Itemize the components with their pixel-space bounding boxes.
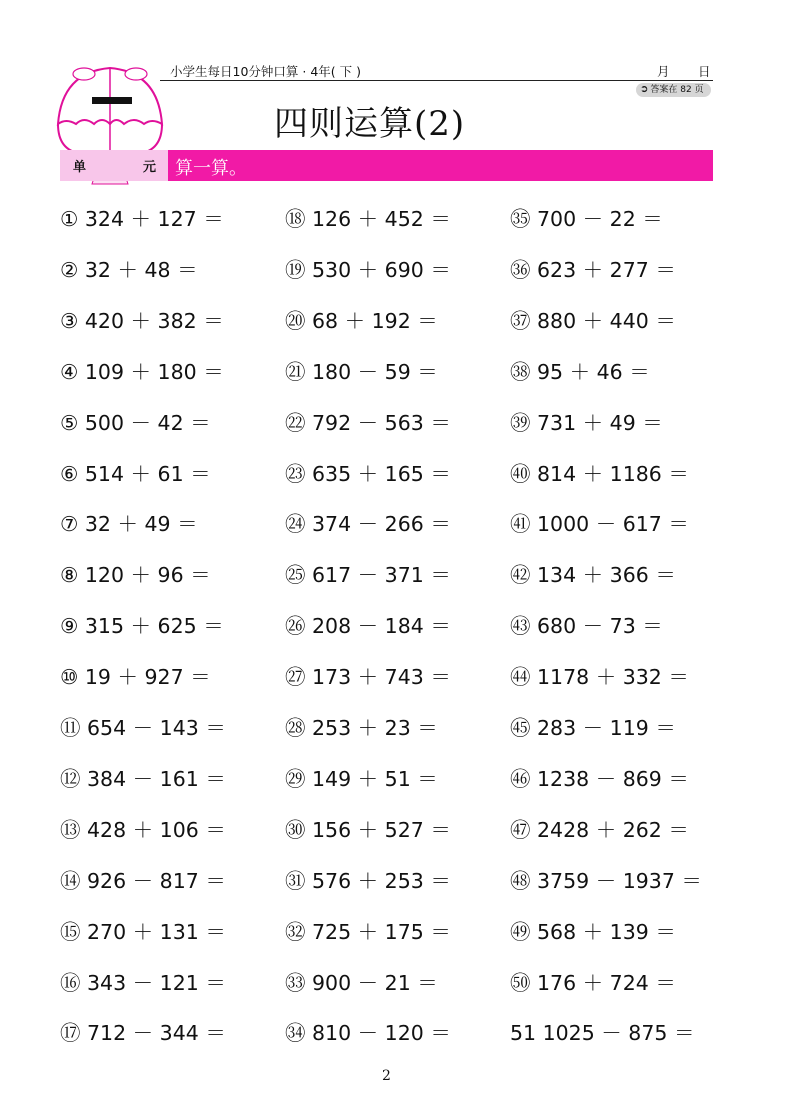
problem-item: ⑲ 530 ＋ 690 ＝ xyxy=(285,257,451,282)
problem-item: ㊽ 3759 － 1937 ＝ xyxy=(510,868,702,893)
problem-item: ㉜ 725 ＋ 175 ＝ xyxy=(285,919,451,944)
unit-label-right: 元 xyxy=(143,160,157,175)
problem-item: ① 324 ＋ 127 ＝ xyxy=(60,207,224,231)
problem-item: ② 32 ＋ 48 ＝ xyxy=(60,257,198,282)
problem-item: ㉛ 576 ＋ 253 ＝ xyxy=(285,868,451,893)
problem-item: ㉚ 156 ＋ 527 ＝ xyxy=(285,817,451,842)
problem-item: ㊲ 880 ＋ 440 ＝ xyxy=(510,308,676,333)
book-title: 小学生每日10分钟口算 · 4年( 下 ) xyxy=(170,64,361,79)
problem-item: ㉓ 635 ＋ 165 ＝ xyxy=(285,461,451,486)
problem-item: ⑫ 384 － 161 ＝ xyxy=(60,766,226,791)
problem-item: ⑪ 654 － 143 ＝ xyxy=(60,716,226,740)
problem-item: ㊺ 283 － 119 ＝ xyxy=(510,716,676,740)
problem-item: ⑰ 712 － 344 ＝ xyxy=(60,1021,226,1046)
problem-item: ⑮ 270 ＋ 131 ＝ xyxy=(60,919,226,944)
problem-item: ㉗ 173 ＋ 743 ＝ xyxy=(285,665,451,690)
problem-item: ㊻ 1238 － 869 ＝ xyxy=(510,766,689,791)
problem-item: ㊼ 2428 ＋ 262 ＝ xyxy=(510,817,689,842)
problem-item: ㉟ 700 － 22 ＝ xyxy=(510,207,663,231)
problem-item: ⑦ 32 ＋ 49 ＝ xyxy=(60,512,198,537)
month-label: 月 xyxy=(657,64,670,79)
instruction-bar xyxy=(168,150,713,181)
answer-reference-text: 答案在 82 页 xyxy=(650,85,704,95)
problem-item: ㊸ 680 － 73 ＝ xyxy=(510,614,663,639)
problem-item: ㊶ 1000 － 617 ＝ xyxy=(510,512,689,537)
problem-item: ㉒ 792 － 563 ＝ xyxy=(285,410,451,435)
problem-item: ⑳ 68 ＋ 192 ＝ xyxy=(285,308,438,333)
problem-item: ㊴ 731 ＋ 49 ＝ xyxy=(510,410,663,435)
problem-item: ⑯ 343 － 121 ＝ xyxy=(60,970,226,995)
problem-item: ③ 420 ＋ 382 ＝ xyxy=(60,308,224,333)
problem-item: 51 1025 － 875 ＝ xyxy=(510,1021,695,1046)
problem-item: ⑭ 926 － 817 ＝ xyxy=(60,868,226,893)
problem-item: ⑱ 126 ＋ 452 ＝ xyxy=(285,207,451,231)
problem-item: ㉞ 810 － 120 ＝ xyxy=(285,1021,451,1046)
unit-label-left: 单 xyxy=(73,160,87,175)
problem-item: ㉙ 149 ＋ 51 ＝ xyxy=(285,766,438,791)
problem-item: ㊱ 623 ＋ 277 ＝ xyxy=(510,257,676,282)
problem-item: ⑬ 428 ＋ 106 ＝ xyxy=(60,817,226,842)
problem-item: ㉘ 253 ＋ 23 ＝ xyxy=(285,716,438,740)
page-number: 2 xyxy=(382,1068,391,1084)
problem-item: ㉔ 374 － 266 ＝ xyxy=(285,512,451,537)
page-title: 四则运算(2) xyxy=(274,104,466,144)
problem-item: ㉖ 208 － 184 ＝ xyxy=(285,614,451,639)
problem-item: ㊹ 1178 ＋ 332 ＝ xyxy=(510,665,689,690)
problem-item: ㊵ 814 ＋ 1186 ＝ xyxy=(510,461,689,486)
day-label: 日 xyxy=(698,64,711,79)
header-divider xyxy=(160,80,713,81)
problem-item: ⑤ 500 － 42 ＝ xyxy=(60,410,211,435)
problem-item: ⑨ 315 ＋ 625 ＝ xyxy=(60,614,224,639)
problem-item: ㊾ 568 ＋ 139 ＝ xyxy=(510,919,676,944)
instruction-text: 算一算。 xyxy=(175,158,247,179)
problem-item: ④ 109 ＋ 180 ＝ xyxy=(60,359,224,384)
problem-item: ㊳ 95 ＋ 46 ＝ xyxy=(510,359,650,384)
answer-reference-badge xyxy=(636,83,711,97)
problem-item: ㊿ 176 ＋ 724 ＝ xyxy=(510,970,676,995)
problem-item: ㉝ 900 － 21 ＝ xyxy=(285,970,438,995)
unit-number-mark xyxy=(92,92,132,108)
problem-item: ㉕ 617 － 371 ＝ xyxy=(285,563,451,588)
problem-item: ㉑ 180 － 59 ＝ xyxy=(285,359,438,384)
arrow-right-icon: ➲ xyxy=(640,84,649,95)
problem-item: ⑥ 514 ＋ 61 ＝ xyxy=(60,461,211,486)
problem-item: ㊷ 134 ＋ 366 ＝ xyxy=(510,563,676,588)
problem-item: ⑧ 120 ＋ 96 ＝ xyxy=(60,563,211,588)
problem-item: ⑩ 19 ＋ 927 ＝ xyxy=(60,665,211,690)
